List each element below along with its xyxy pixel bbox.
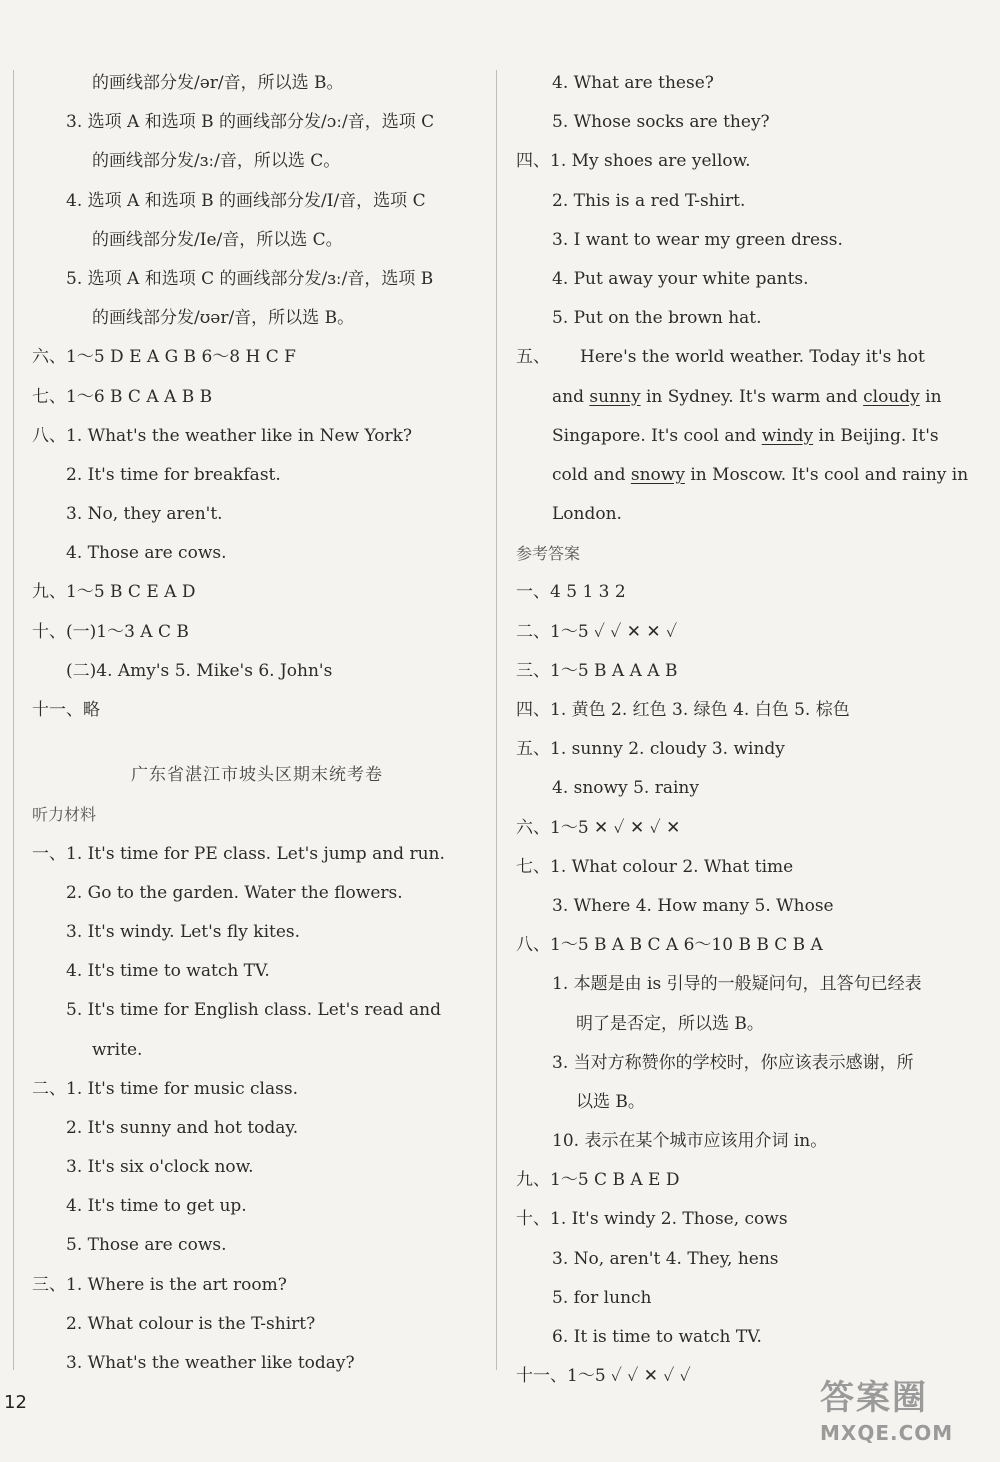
passage-line-1	[516, 338, 966, 377]
watermark-text: 答案圈	[820, 1378, 928, 1418]
answer-line: 6. It is time to watch TV.	[552, 1327, 762, 1347]
answer-line: 七、1～6 B C A A B B	[32, 386, 213, 407]
section-title: 广东省湛江市坡头区期末统考卷	[131, 765, 383, 786]
passage-text: cold and	[552, 464, 631, 485]
answer-line: 4. 选项 A 和选项 B 的画线部分发/I/音，选项 C	[66, 190, 426, 211]
weather-passage	[516, 338, 969, 534]
answer-line: 2. It's sunny and hot today.	[66, 1117, 299, 1138]
answer-line: 明了是否定，所以选 B。	[576, 1013, 764, 1034]
answer-line: 三、1. Where is the art room?	[32, 1274, 287, 1295]
passage-label: 五、	[516, 347, 550, 368]
answer-line: 十一、略	[32, 700, 100, 720]
answer-line: 八、1～5 B A B C A 6～10 B B C B A	[516, 935, 823, 956]
answer-line: 4. snowy 5. rainy	[552, 778, 699, 799]
answer-line: 3. It's windy. Let's fly kites.	[66, 921, 301, 942]
passage-text: and	[552, 386, 590, 407]
answer-line: 5. It's time for English class. Let's read and	[66, 1000, 441, 1021]
answer-line: 五、1. sunny 2. cloudy 3. windy	[516, 739, 785, 760]
answer-cloudy: cloudy	[863, 386, 920, 407]
answer-line: 3. I want to wear my green dress.	[552, 229, 843, 250]
answer-line: 一、1. It's time for PE class. Let's jump and run.	[32, 843, 445, 864]
answer-line: 5. Whose socks are they?	[552, 112, 770, 133]
answer-windy: windy	[761, 425, 814, 446]
answer-line: 3. Where 4. How many 5. Whose	[552, 895, 834, 916]
answer-line: 的画线部分发/ər/音，所以选 B。	[92, 73, 344, 93]
answer-line: 八、1. What's the weather like in New York?	[32, 425, 413, 446]
answer-line: 九、1～5 C B A E D	[516, 1170, 680, 1191]
answer-line: 一、4 5 1 3 2	[516, 582, 626, 603]
answer-line: 四、1. 黄色 2. 红色 3. 绿色 4. 白色 5. 棕色	[516, 700, 850, 720]
answer-line: 的画线部分发/ʊər/音，所以选 B。	[92, 308, 355, 329]
answer-line: 4. It's time to get up.	[66, 1196, 247, 1217]
answer-snowy: snowy	[630, 464, 685, 485]
answer-line: 10. 表示在某个城市应该用介词 in。	[552, 1131, 828, 1152]
answer-line: 2. What colour is the T-shirt?	[66, 1313, 316, 1334]
answer-line: 5. Put on the brown hat.	[552, 308, 762, 329]
passage-line-3	[516, 417, 966, 456]
left-answer-lines	[32, 64, 482, 730]
answer-line: 四、1. My shoes are yellow.	[516, 151, 751, 172]
passage-text: in Beijing. It's	[813, 425, 939, 446]
answer-line: 4. Those are cows.	[66, 543, 227, 564]
left-column	[32, 64, 482, 1383]
passage-text: Here's the world weather. Today it's hot	[580, 347, 925, 368]
answer-line: 3. No, aren't 4. They, hens	[552, 1248, 779, 1269]
answer-line: 5. Those are cows.	[66, 1235, 227, 1256]
answer-line: 3. 选项 A 和选项 B 的画线部分发/ɔː/音，选项 C	[66, 112, 435, 133]
page-number: 12	[4, 1392, 27, 1413]
answer-line: 4. It's time to watch TV.	[66, 961, 270, 982]
answer-line: 六、1～5 ✕ ✓ ✕ ✓ ✕	[516, 817, 681, 838]
answer-line: 3. 当对方称赞你的学校时，你应该表示感谢，所	[552, 1052, 914, 1073]
answer-line: 5. 选项 A 和选项 C 的画线部分发/ɜː/音，选项 B	[66, 268, 434, 289]
answer-line: 4. What are these?	[552, 73, 714, 93]
passage-text: in Moscow. It's cool and rainy in	[684, 464, 969, 485]
listening-lines	[32, 835, 482, 1384]
column-divider	[496, 70, 497, 1370]
passage-line-2	[516, 378, 966, 417]
answer-line: 二、1～5 ✓ ✓ ✕ ✕ ✓	[516, 621, 678, 642]
answer-line: 5. for lunch	[552, 1287, 652, 1308]
answer-line: 的画线部分发/Ie/音，所以选 C。	[92, 229, 343, 250]
left-margin-rule	[13, 70, 14, 1370]
answers-heading: 参考答案	[516, 544, 581, 564]
answer-line: 以选 B。	[576, 1091, 645, 1112]
answer-line: 2. Go to the garden. Water the flowers.	[66, 882, 403, 903]
answer-line: 七、1. What colour 2. What time	[516, 856, 794, 877]
answer-line: 2. This is a red T-shirt.	[552, 190, 746, 211]
answer-line: 3. No, they aren't.	[66, 504, 223, 525]
passage-text: in	[919, 386, 942, 407]
passage-text: in Sydney. It's warm and	[640, 386, 864, 407]
listening-heading: 听力材料	[32, 805, 97, 825]
answer-line: 十、1. It's windy 2. Those, cows	[516, 1209, 788, 1230]
answer-line: 二、1. It's time for music class.	[32, 1078, 298, 1099]
watermark-logo	[820, 1370, 953, 1445]
answer-line: write.	[92, 1039, 143, 1060]
passage-line-4	[516, 456, 969, 495]
answer-line: (二)4. Amy's 5. Mike's 6. John's	[66, 660, 333, 681]
right-listening-lines	[516, 64, 966, 338]
passage-text: Singapore. It's cool and	[552, 425, 762, 446]
answer-line: 2. It's time for breakfast.	[66, 464, 281, 485]
answer-key-lines	[516, 573, 966, 1396]
answer-line: 三、1～5 B A A A B	[516, 660, 678, 681]
answer-line: 3. What's the weather like today?	[66, 1353, 355, 1373]
answer-line: 3. It's six o'clock now.	[66, 1157, 254, 1178]
answer-line: 十、(一)1～3 A C B	[32, 621, 189, 642]
answer-line: 4. Put away your white pants.	[552, 268, 809, 289]
watermark-url: MXQE.COM	[820, 1421, 954, 1445]
answer-line: 九、1～5 B C E A D	[32, 582, 196, 603]
right-column	[516, 64, 969, 1396]
answer-line: 十一、1～5 ✓ ✓ ✕ ✓ ✓	[516, 1366, 691, 1387]
answer-sunny: sunny	[589, 386, 641, 407]
answer-line: 的画线部分发/ɜː/音，所以选 C。	[92, 151, 341, 172]
answer-line: 1. 本题是由 is 引导的一般疑问句，且答句已经表	[552, 974, 922, 995]
passage-line-5: London.	[552, 504, 622, 525]
answer-line: 六、1～5 D E A G B 6～8 H C F	[32, 347, 296, 368]
